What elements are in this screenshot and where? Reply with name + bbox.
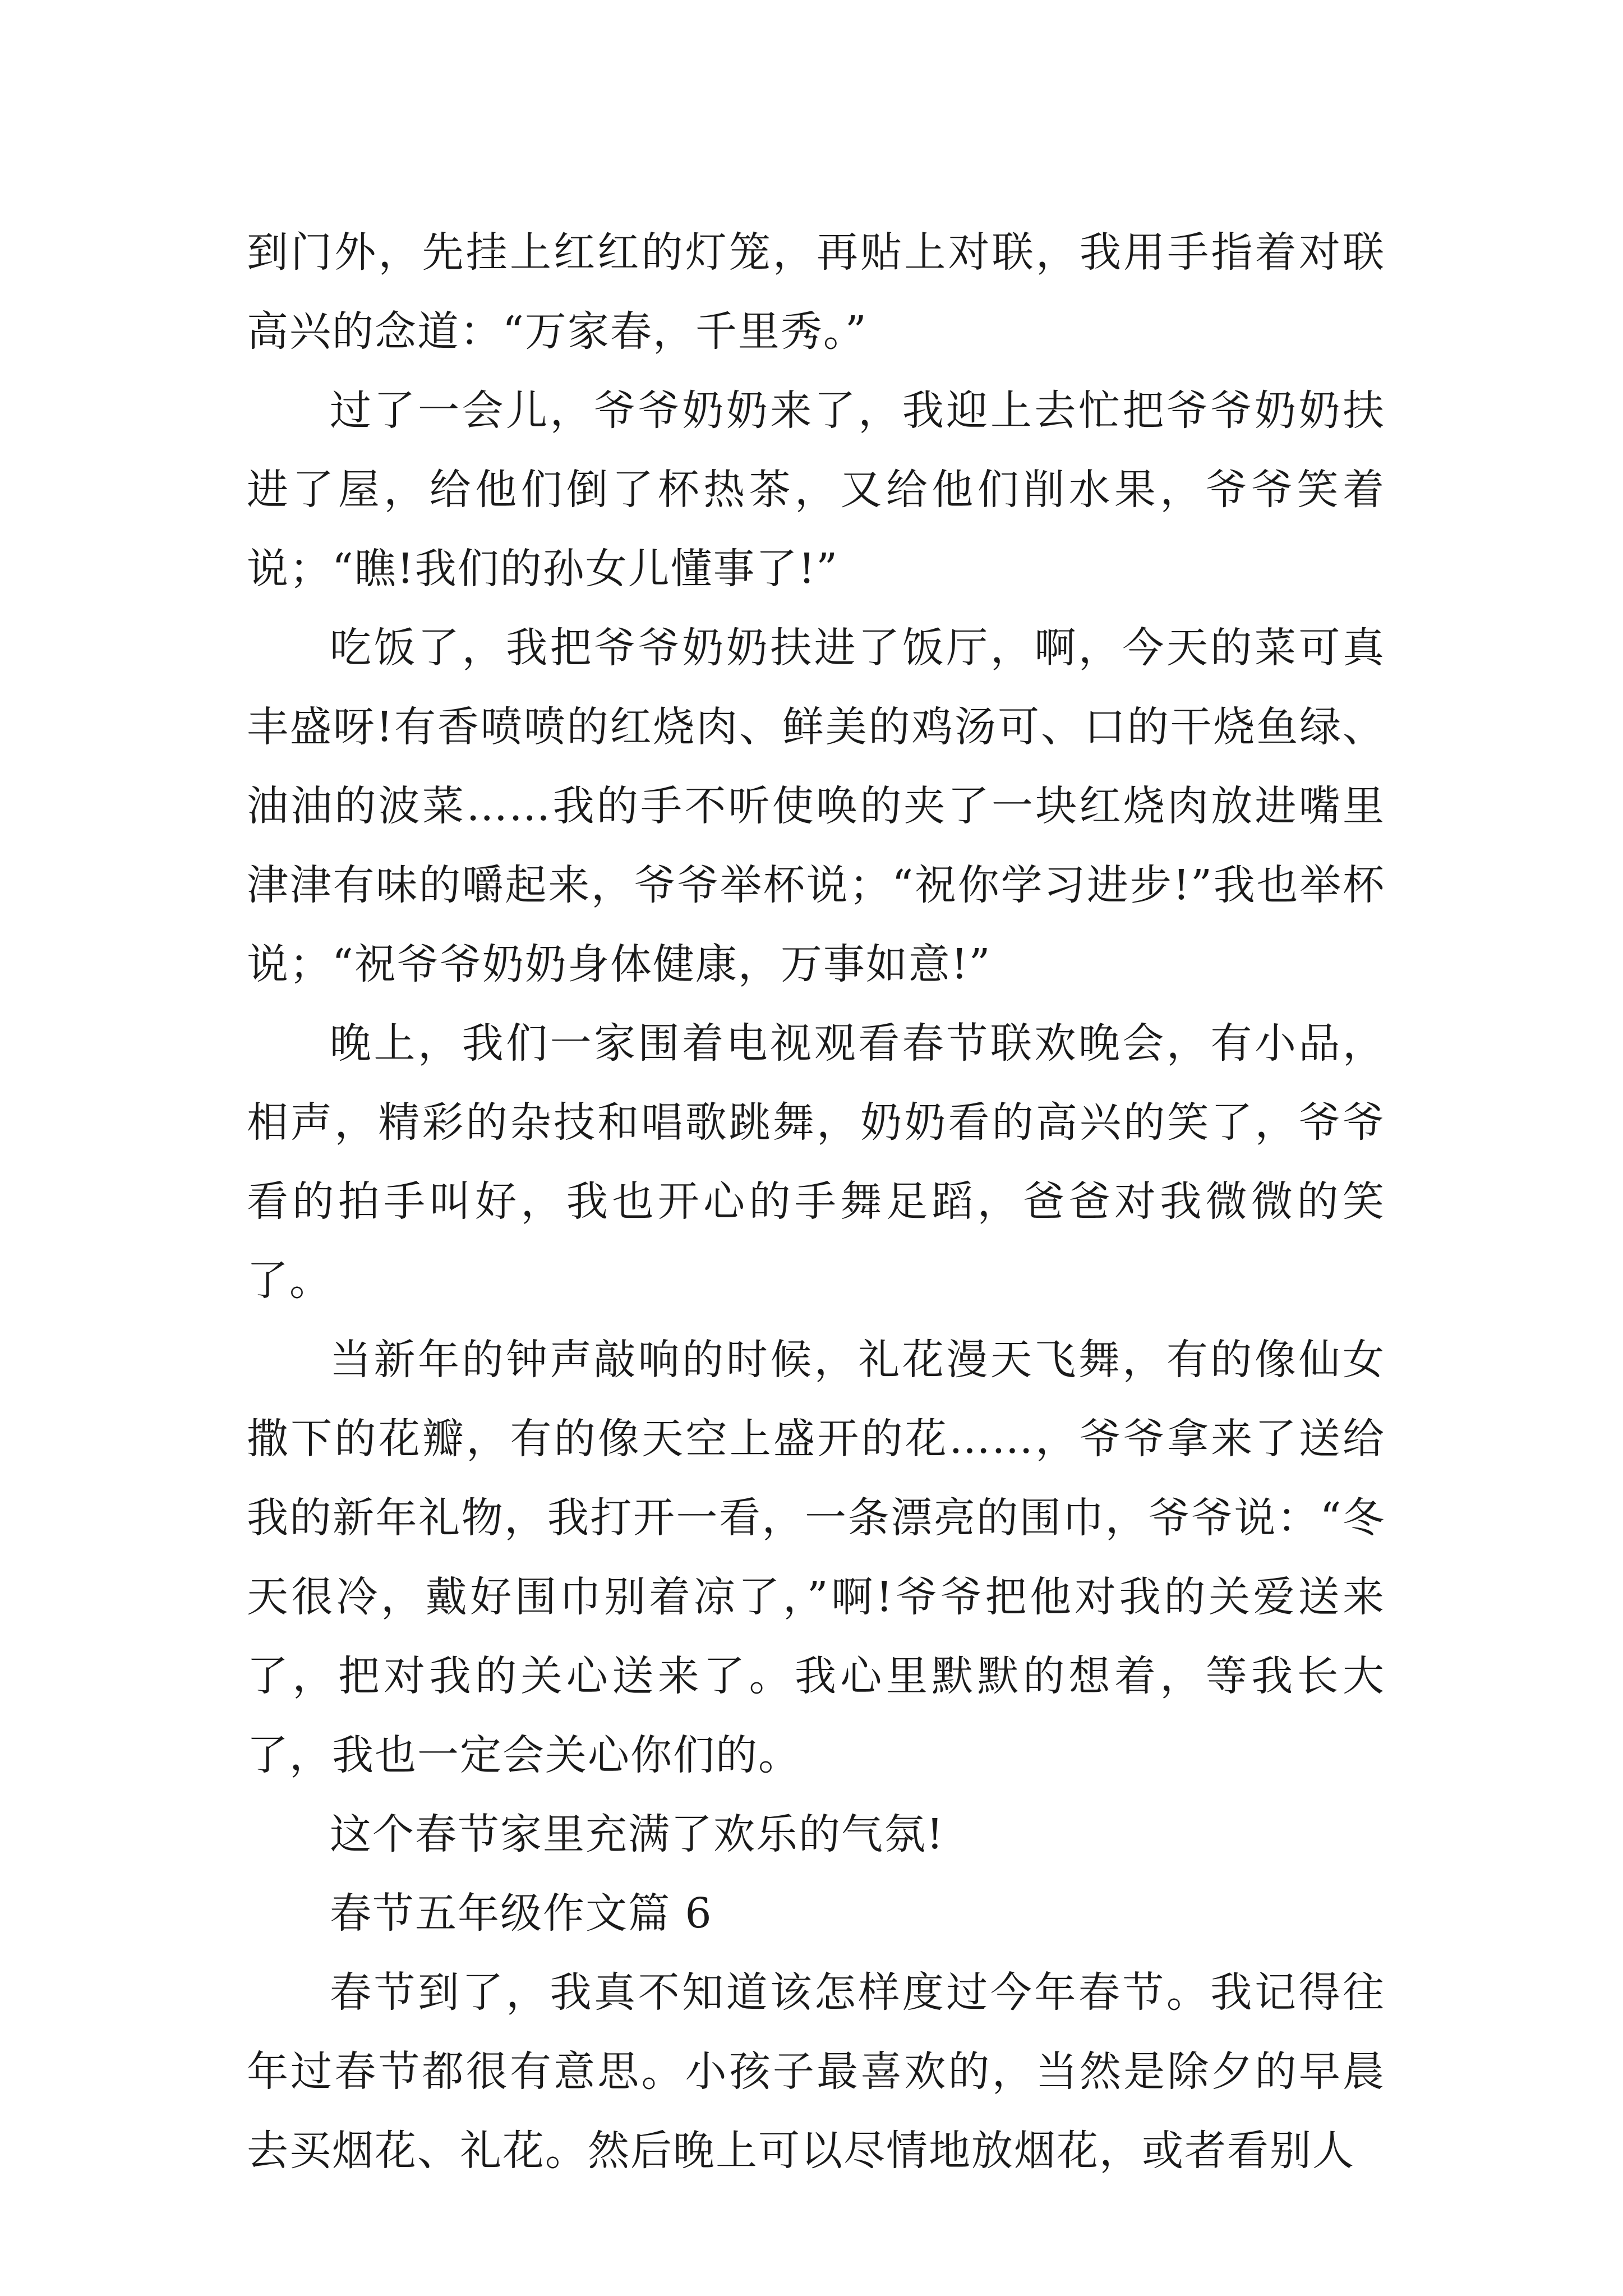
- paragraph-3: 吃饭了，我把爷爷奶奶扶进了饭厅，啊，今天的菜可真丰盛呀!有香喷喷的红烧肉、鲜美的鸡汤可、口的干烧鱼绿、油油的波菜……我的手不听使唤的夹了一块红烧肉放进嘴里津津有味的嚼起来，爷爷举杯说；“祝你学习进步!”我也举杯说；“祝爷爷奶奶身体健康，万事如意!”: [247, 624, 1385, 988]
- paragraph-4: 晚上，我们一家围着电视观看春节联欢晚会，有小品，相声，精彩的杂技和唱歌跳舞，奶奶看的高兴的笑了，爷爷看的拍手叫好，我也开心的手舞足蹈，爸爸对我微微的笑了。: [247, 1019, 1385, 1305]
- paragraph-6: 这个春节家里充满了欢乐的气氛!: [330, 1810, 944, 1858]
- paragraph-1: 到门外，先挂上红红的灯笼，再贴上对联，我用手指着对联高兴的念道：“万家春，千里秀。”: [247, 228, 1385, 356]
- section-heading: 春节五年级作文篇 6: [330, 1889, 713, 1938]
- paragraph-7: 春节到了，我真不知道该怎样度过今年春节。我记得往年过春节都很有意思。小孩子最喜欢的，当然是除夕的早晨去买烟花、礼花。然后晚上可以尽情地放烟花，或者看别人: [247, 1968, 1385, 2175]
- paragraph-5: 当新年的钟声敲响的时候，礼花漫天飞舞，有的像仙女撒下的花瓣，有的像天空上盛开的花……，爷爷拿来了送给我的新年礼物，我打开一看，一条漂亮的围巾，爷爷说：“冬天很冷，戴好围巾别着凉了，”啊!爷爷把他对我的关爱送来了，把对我的关心送来了。我心里默默的想着，等我长大了，我也一定会关心你们的。: [247, 1336, 1385, 1779]
- paragraph-2: 过了一会儿，爷爷奶奶来了，我迎上去忙把爷爷奶奶扶进了屋，给他们倒了杯热茶，又给他们削水果，爷爷笑着说；“瞧!我们的孙女儿懂事了!”: [247, 386, 1385, 593]
- document-body: [247, 213, 1385, 2191]
